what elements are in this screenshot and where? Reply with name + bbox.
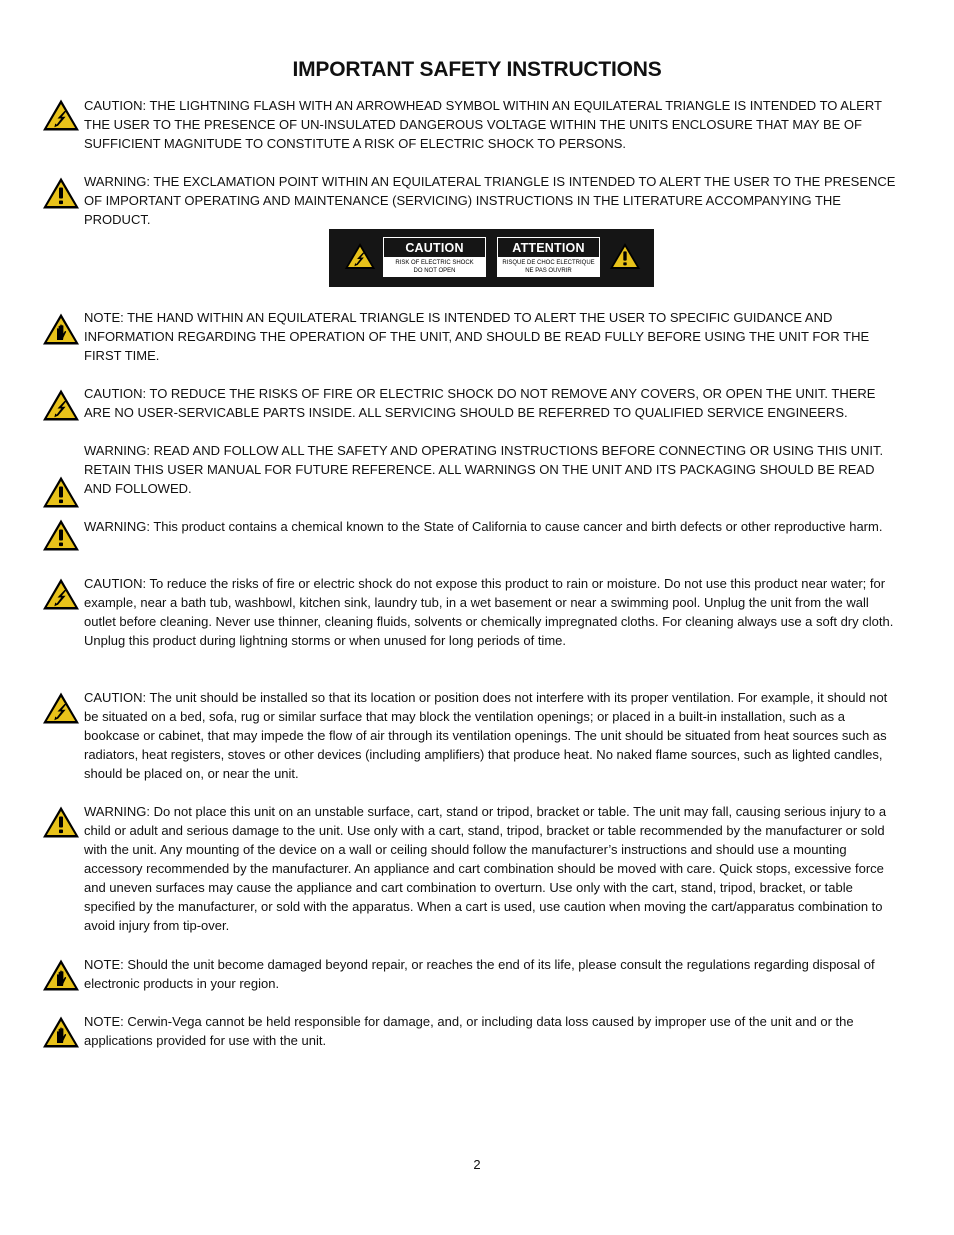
safety-paragraph: NOTE: Should the unit become damaged beyond repair, or reaches the end of its life, please consult the regulations regarding disposal of electronic products in your region. <box>84 957 875 991</box>
page-title: IMPORTANT SAFETY INSTRUCTIONS <box>292 58 662 81</box>
lightning-icon <box>344 240 376 272</box>
attention-label <box>497 237 600 277</box>
caution-attention-label <box>329 229 654 287</box>
lightning-icon <box>42 98 80 132</box>
attention-line1: RISQUE DE CHOC ELECTRIQUE <box>502 260 595 266</box>
attention-heading: ATTENTION <box>512 241 585 255</box>
attention-subtext <box>498 257 599 276</box>
exclamation-icon <box>42 518 80 552</box>
safety-paragraph: CAUTION: To reduce the risks of fire or electric shock do not expose this product to rain or moisture. Do not use this product near water; for example, near a bath tub, washbowl, kitchen sink, laundry tub, in a wet basement or near a swimming pool. Unplug the unit from the wall outlet before cleaning. Never use thinner, cleaning fluids, solvents or chemically impregnated cloths. For cleaning always use a soft dry cloth. Unplug this product during lightning storms or when unused for long periods of time. <box>84 576 894 648</box>
safety-paragraph: CAUTION: TO REDUCE THE RISKS OF FIRE OR ELECTRIC SHOCK DO NOT REMOVE ANY COVERS, OR OPEN THE UNIT. THERE ARE NO USER-SERVICABLE PARTS INSIDE. ALL SERVICING SHOULD BE REFERRED TO QUALIFIED SERVICE ENGINEERS. <box>84 386 876 420</box>
page-number: 2 <box>473 1157 481 1172</box>
safety-paragraph: CAUTION: The unit should be installed so that its location or position does not interfere with its proper ventilation. For example, it should not be situated on a bed, sofa, rug or similar surface that may block the ventilation openings; or placed in a built-in installation, such as a bookcase or cabinet, that may impede the flow of air through its ventilation openings. The unit should be situated from heat sources such as radiators, heat registers, stoves or other devices (including amplifiers) that produce heat. No naked flame sources, such as lighted candles, should be placed on, or near the unit. <box>84 690 888 781</box>
hand-icon <box>42 958 80 992</box>
caution-subtext <box>384 257 485 276</box>
exclamation-icon <box>42 475 80 509</box>
safety-paragraph: WARNING: Do not place this unit on an unstable surface, cart, stand or tripod, bracket or table. The unit may fall, causing serious injury to a child or adult and serious damage to the unit. Use only with a cart, stand, tripod, bracket or table recommended by the manufacturer or sold with the unit. Any mounting of the device on a wall or ceiling should follow the manufacturer’s instructions and should use a mounting accessory recommended by the manufacturer. An appliance and cart combination should be moved with care. Quick stops, excessive force and uneven surfaces may cause the appliance and cart combination to overturn. Use only with the cart, stand, tripod, bracket, or table specified by the manufacturer, or sold with the apparatus. When a cart is used, use caution when moving the cart/apparatus combination to avoid injury from tip-over. <box>84 804 887 933</box>
attention-line2: NE PAS OUVRIR <box>525 268 572 274</box>
safety-paragraph: NOTE: Cerwin-Vega cannot be held responsible for damage, and, or including data loss caused by improper use of the unit and or the applications provided for use with the unit. <box>84 1014 854 1048</box>
caution-line1: RISK OF ELECTRIC SHOCK <box>395 260 474 266</box>
safety-paragraph: WARNING: This product contains a chemical known to the State of California to cause cancer and birth defects or other reproductive harm. <box>84 519 883 534</box>
lightning-icon <box>42 577 80 611</box>
safety-paragraph: WARNING: THE EXCLAMATION POINT WITHIN AN EQUILATERAL TRIANGLE IS INTENDED TO ALERT THE USER TO THE PRESENCE OF IMPORTANT OPERATING AND MAINTENANCE (SERVICING) INSTRUCTIONS IN THE LITERATURE ACCOMPANYING THE PRODUCT. <box>84 174 896 227</box>
hand-icon <box>42 1015 80 1049</box>
lightning-icon <box>42 388 80 422</box>
safety-paragraph: NOTE: THE HAND WITHIN AN EQUILATERAL TRIANGLE IS INTENDED TO ALERT THE USER TO SPECIFIC GUIDANCE AND INFORMATION REGARDING THE OPERATION OF THE UNIT, AND SHOULD BE READ FULLY BEFORE USING THE UNIT FOR THE FIRST TIME. <box>84 310 870 363</box>
safety-paragraph: CAUTION: THE LIGHTNING FLASH WITH AN ARROWHEAD SYMBOL WITHIN AN EQUILATERAL TRIANGLE IS INTENDED TO ALERT THE USER TO THE PRESENCE OF UN-INSULATED DANGEROUS VOLTAGE WITHIN THE UNITS ENCLOSURE THAT MAY BE OF SUFFICIENT MAGNITUDE TO CONSTITUTE A RISK OF ELECTRIC SHOCK TO PERSONS. <box>84 98 882 151</box>
lightning-icon <box>42 691 80 725</box>
exclamation-icon <box>42 805 80 839</box>
safety-paragraph: WARNING: READ AND FOLLOW ALL THE SAFETY AND OPERATING INSTRUCTIONS BEFORE CONNECTING OR USING THIS UNIT. RETAIN THIS USER MANUAL FOR FUTURE REFERENCE. ALL WARNINGS ON THE UNIT AND ITS PACKAGING SHOULD BE READ AND FOLLOWED. <box>84 443 884 496</box>
exclamation-icon <box>42 176 80 210</box>
caution-heading: CAUTION <box>405 241 464 255</box>
caution-line2: DO NOT OPEN <box>413 268 456 274</box>
hand-icon <box>42 312 80 346</box>
exclamation-icon <box>609 240 641 272</box>
caution-label <box>383 237 486 277</box>
